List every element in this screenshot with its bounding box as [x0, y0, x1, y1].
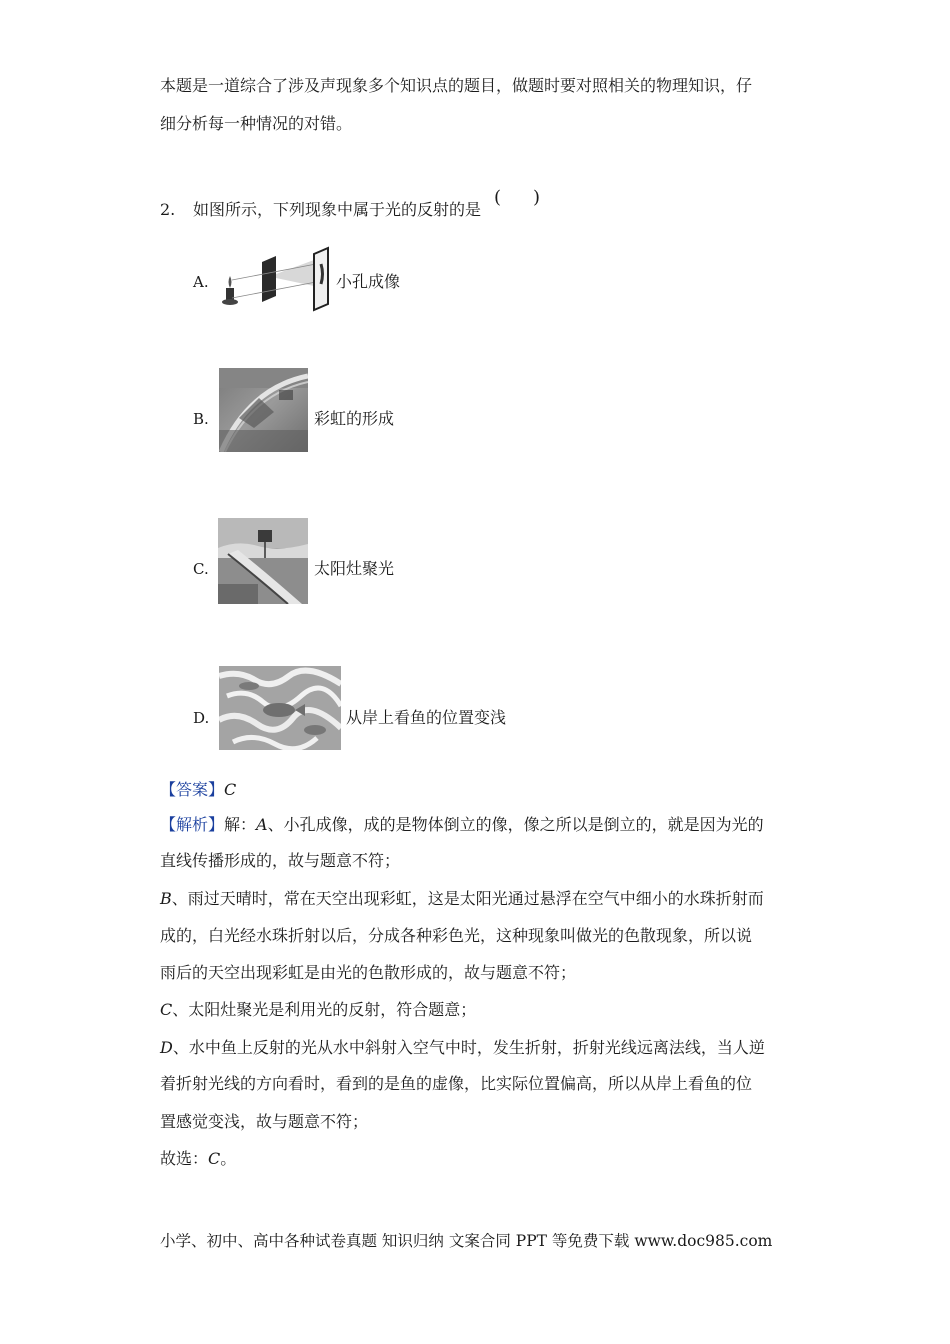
analysis-line-1	[160, 815, 764, 835]
pinhole-imaging-diagram	[218, 246, 334, 312]
analysis-l1-pre: 解：	[224, 815, 257, 834]
analysis-l3-rest: 、雨过天晴时，常在天空出现彩虹，这是太阳光通过悬浮在空气中细小的水珠折射而	[171, 889, 764, 908]
analysis-l1-letter: A	[256, 815, 268, 834]
rainbow-photo	[219, 368, 308, 452]
analysis-l6-rest: 、太阳灶聚光是利用光的反射，符合题意；	[172, 1000, 477, 1019]
question-number: 2.	[160, 200, 176, 219]
analysis-tag: 【解析】	[160, 815, 225, 834]
analysis-l10-post: 。	[220, 1149, 237, 1168]
option-d-letter: D.	[193, 709, 210, 727]
option-a-label: 小孔成像	[336, 272, 401, 291]
analysis-line-7	[160, 1038, 765, 1058]
analysis-line-2: 直线传播形成的，故与题意不符；	[160, 851, 401, 870]
intro-line-2: 细分析每一种情况的对错。	[160, 114, 353, 133]
analysis-l7-rest: 、水中鱼上反射的光从水中斜射入空气中时，发生折射，折射光线远离法线，当人逆	[172, 1038, 765, 1057]
analysis-l6-letter: C	[160, 1000, 173, 1019]
analysis-l1-rest: 、小孔成像，成的是物体倒立的像，像之所以是倒立的，就是因为光的	[267, 815, 764, 834]
paren-close: )	[533, 187, 541, 208]
analysis-line-9: 置感觉变浅，故与题意不符；	[160, 1112, 369, 1131]
option-d-label: 从岸上看鱼的位置变浅	[346, 708, 507, 727]
intro-line-1: 本题是一道综合了涉及声现象多个知识点的题目，做题时要对照相关的物理知识，仔	[160, 76, 753, 95]
option-b-label: 彩虹的形成	[314, 409, 395, 428]
analysis-line-10	[160, 1149, 236, 1169]
option-a-letter: A.	[193, 273, 209, 291]
analysis-l7-letter: D	[160, 1038, 173, 1057]
analysis-line-8: 着折射光线的方向看时，看到的是鱼的虚像，比实际位置偏高，所以从岸上看鱼的位	[160, 1074, 753, 1093]
analysis-l3-letter: B	[160, 889, 172, 908]
analysis-line-5: 雨后的天空出现彩虹是由光的色散形成的，故与题意不符；	[160, 963, 577, 982]
analysis-l10-letter: C	[208, 1149, 221, 1168]
analysis-line-6	[160, 1000, 476, 1020]
footer-watermark: 小学、初中、高中各种试卷真题 知识归纳 文案合同 PPT 等免费下载 www.doc985.com	[160, 1232, 773, 1250]
analysis-line-4: 成的，白光经水珠折射以后，分成各种彩色光，这种现象叫做光的色散现象，所以说	[160, 926, 753, 945]
option-c-letter: C.	[193, 560, 209, 578]
option-b-letter: B.	[193, 410, 209, 428]
paren-open: (	[494, 187, 502, 208]
answer-tag: 【答案】	[160, 780, 225, 799]
fish-water-photo	[219, 666, 341, 750]
answer-line	[160, 780, 236, 800]
analysis-line-3	[160, 889, 764, 909]
solar-cooker-photo	[218, 518, 308, 604]
analysis-l10-pre: 故选：	[160, 1149, 209, 1168]
question-text: 如图所示，下列现象中属于光的反射的是	[193, 200, 482, 219]
answer-value: C	[224, 780, 237, 799]
option-c-label: 太阳灶聚光	[314, 559, 395, 578]
